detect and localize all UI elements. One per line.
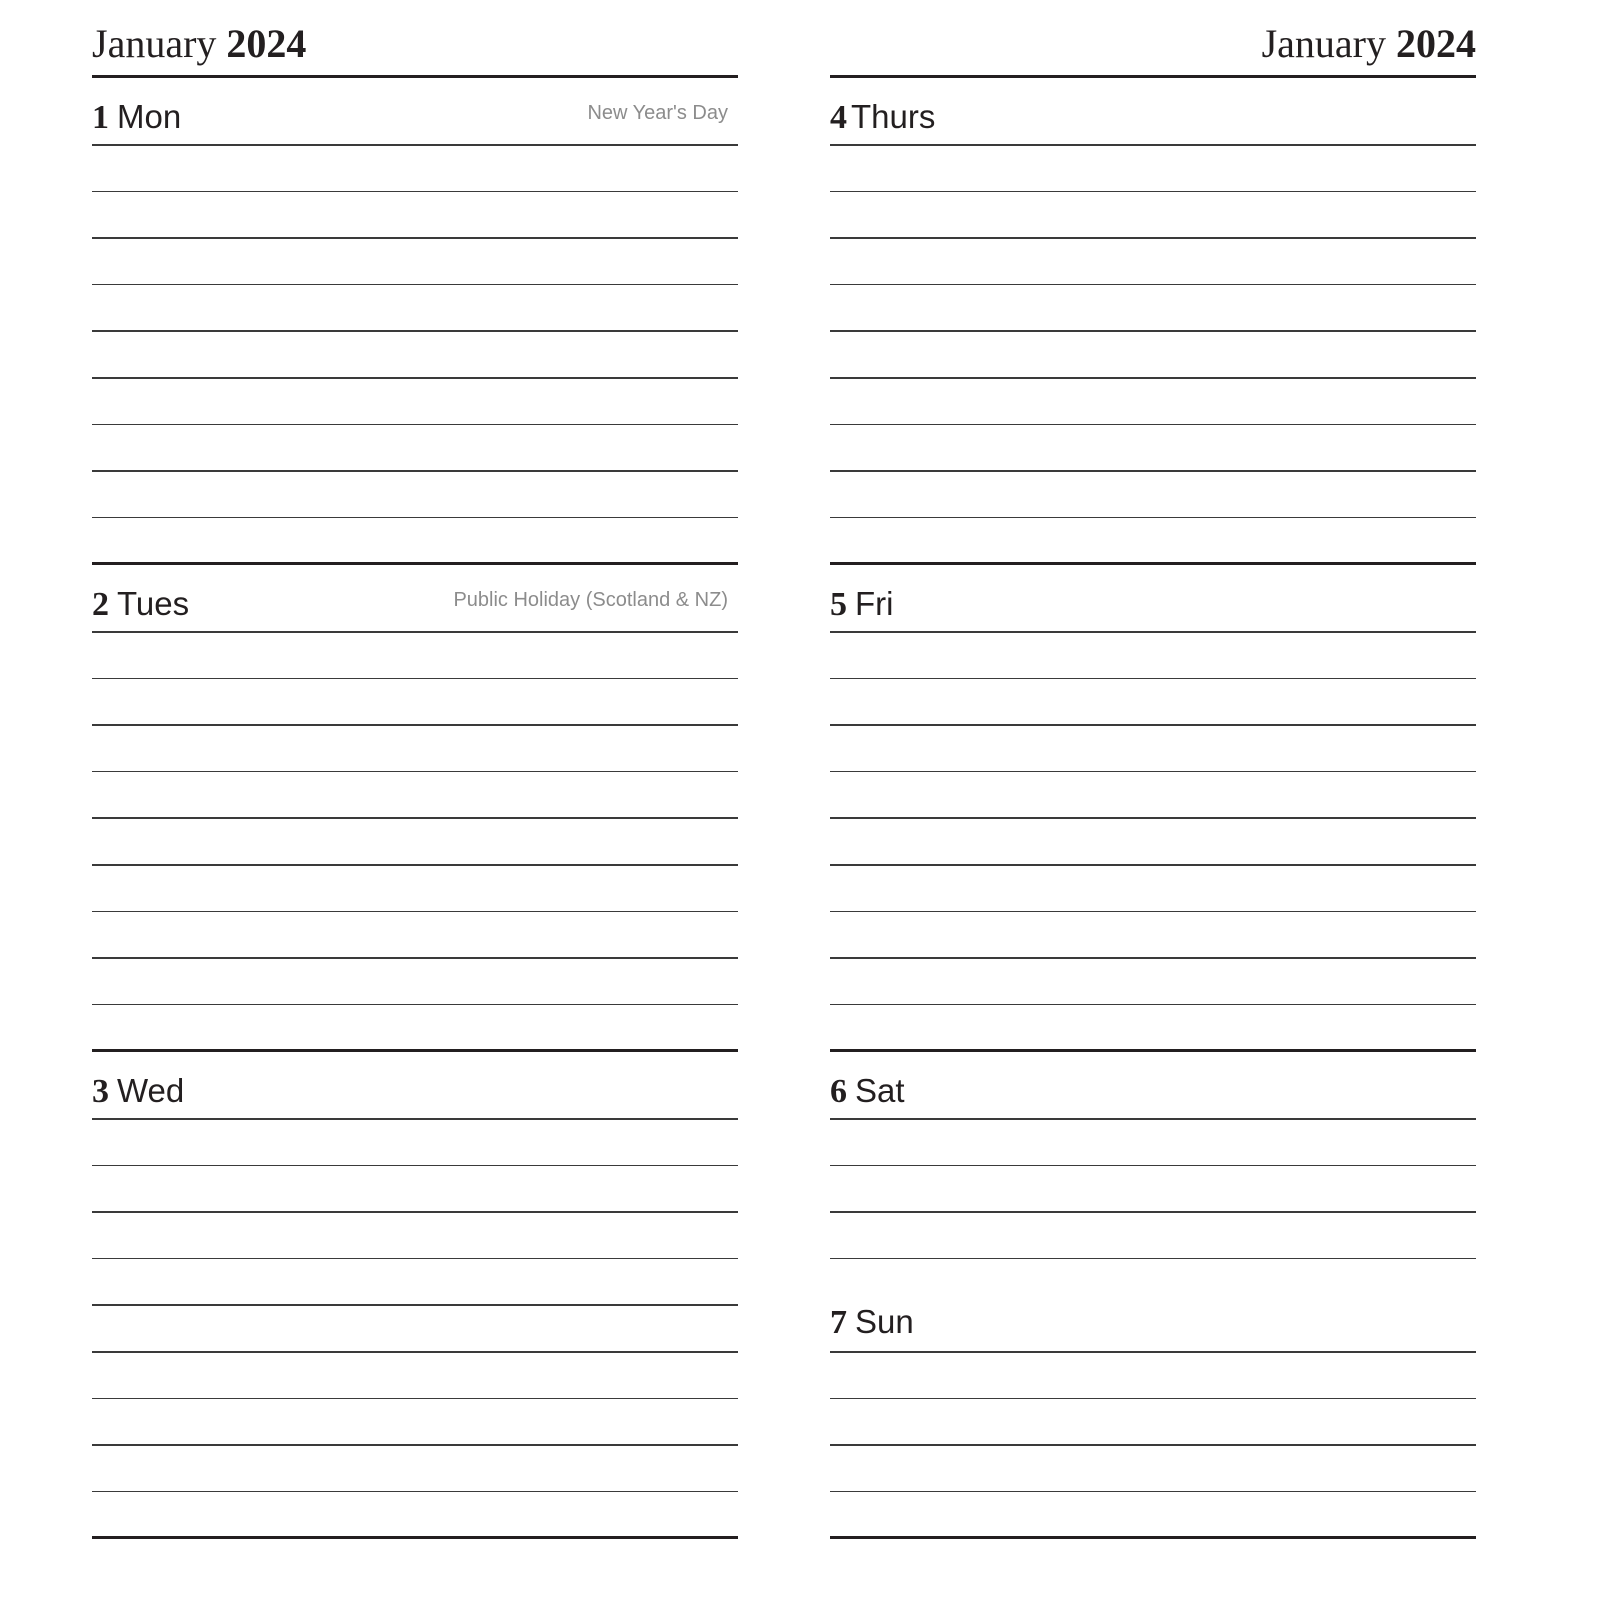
year: 2024 (226, 21, 307, 66)
ruled-line (92, 1398, 738, 1400)
ruled-line (830, 864, 1476, 866)
ruled-line (830, 957, 1476, 959)
ruled-line (830, 911, 1476, 913)
ruled-line (92, 1004, 738, 1006)
day-number: 7 (830, 1304, 847, 1341)
ruled-line (92, 1491, 738, 1493)
day-name: Thurs (851, 98, 936, 135)
year: 2024 (1396, 21, 1476, 66)
ruled-line (830, 377, 1476, 379)
day-divider (92, 1049, 738, 1052)
ruled-line (92, 1351, 738, 1353)
holiday-note: Public Holiday (Scotland & NZ) (453, 589, 728, 611)
day-number: 1 (92, 99, 109, 136)
ruled-line (92, 144, 738, 146)
day-divider (92, 562, 738, 565)
ruled-line (92, 191, 738, 193)
month-header (1262, 16, 1476, 72)
ruled-line (92, 470, 738, 472)
ruled-line (92, 864, 738, 866)
ruled-line (92, 377, 738, 379)
day-name: Fri (855, 585, 894, 622)
month-header (92, 16, 306, 72)
ruled-line (830, 330, 1476, 332)
ruled-line (92, 1304, 738, 1306)
day-header-4 (830, 95, 1476, 141)
ruled-line (92, 957, 738, 959)
day-number: 2 (92, 586, 109, 623)
ruled-line (830, 1258, 1476, 1260)
ruled-line (830, 191, 1476, 193)
ruled-line (92, 771, 738, 773)
ruled-line (830, 424, 1476, 426)
day-name: Sun (855, 1303, 914, 1340)
day-header-5 (830, 582, 1476, 628)
ruled-line (92, 517, 738, 519)
ruled-line (830, 1398, 1476, 1400)
ruled-line (830, 631, 1476, 633)
day-name: Tues (117, 585, 190, 622)
left-page (92, 0, 738, 1600)
ruled-line (830, 678, 1476, 680)
page-bottom-rule (92, 1536, 738, 1539)
day-number: 3 (92, 1073, 109, 1110)
ruled-line (830, 1211, 1476, 1213)
ruled-line (92, 424, 738, 426)
ruled-line (92, 724, 738, 726)
ruled-line (830, 817, 1476, 819)
ruled-line (92, 237, 738, 239)
ruled-line (830, 724, 1476, 726)
header-rule (830, 75, 1476, 78)
day-name: Wed (117, 1072, 185, 1109)
ruled-line (830, 1118, 1476, 1120)
right-page (830, 0, 1476, 1600)
header-rule (92, 75, 738, 78)
ruled-line (92, 911, 738, 913)
ruled-line (830, 470, 1476, 472)
ruled-line (830, 1491, 1476, 1493)
day-name: Mon (117, 98, 182, 135)
ruled-line (830, 1351, 1476, 1353)
day-header-3 (92, 1069, 738, 1115)
ruled-line (92, 1444, 738, 1446)
ruled-line (830, 237, 1476, 239)
day-name: Sat (855, 1072, 905, 1109)
day-number: 5 (830, 586, 847, 623)
month-name: January (1261, 21, 1386, 66)
holiday-note: New Year's Day (587, 102, 728, 124)
day-divider (830, 1049, 1476, 1052)
ruled-line (830, 771, 1476, 773)
ruled-line (92, 678, 738, 680)
ruled-line (830, 517, 1476, 519)
ruled-line (92, 1258, 738, 1260)
ruled-line (830, 144, 1476, 146)
month-name: January (92, 21, 217, 66)
page-bottom-rule (830, 1536, 1476, 1539)
day-header-6 (830, 1069, 1476, 1115)
day-header-2 (92, 582, 738, 628)
day-header-1 (92, 95, 738, 141)
ruled-line (92, 1118, 738, 1120)
ruled-line (92, 284, 738, 286)
ruled-line (92, 817, 738, 819)
ruled-line (92, 631, 738, 633)
ruled-line (830, 1004, 1476, 1006)
ruled-line (830, 284, 1476, 286)
ruled-line (92, 1211, 738, 1213)
day-number: 6 (830, 1073, 847, 1110)
day-number: 4 (830, 99, 847, 136)
day-header-7 (830, 1300, 1476, 1346)
ruled-line (92, 1165, 738, 1167)
ruled-line (830, 1165, 1476, 1167)
day-divider (830, 562, 1476, 565)
ruled-line (830, 1444, 1476, 1446)
ruled-line (92, 330, 738, 332)
